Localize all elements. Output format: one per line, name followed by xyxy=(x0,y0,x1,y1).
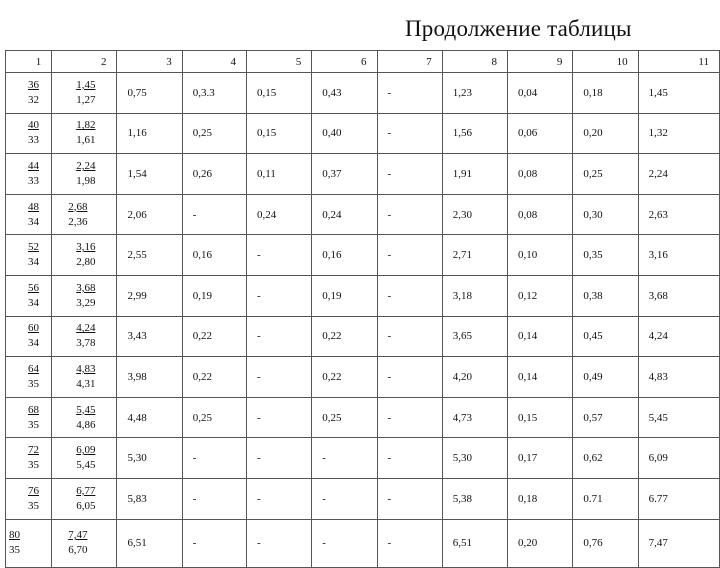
cell-col-10: 0,20 xyxy=(573,113,638,154)
cell-col-5: - xyxy=(246,275,311,316)
cell-col-11: 6.77 xyxy=(638,478,719,519)
numerator: 48 xyxy=(28,200,39,213)
denominator: 34 xyxy=(28,215,39,228)
cell-col-2 xyxy=(52,438,117,479)
cell-col-2 xyxy=(52,154,117,195)
column-header: 2 xyxy=(52,51,117,73)
cell-col-8: 1,56 xyxy=(442,113,507,154)
numerator: 2,68 xyxy=(68,200,88,213)
numerator: 1,45 xyxy=(76,78,96,91)
denominator: 33 xyxy=(28,174,39,187)
cell-col-1 xyxy=(6,275,52,316)
denominator: 4,86 xyxy=(76,418,96,431)
denominator: 3,29 xyxy=(76,296,96,309)
cell-col-6: - xyxy=(312,519,377,567)
cell-col-7: - xyxy=(377,154,442,195)
cell-col-5: - xyxy=(246,438,311,479)
cell-col-3: 3,98 xyxy=(117,357,182,398)
cell-col-11: 2,24 xyxy=(638,154,719,195)
cell-col-8: 4,73 xyxy=(442,397,507,438)
column-header: 1 xyxy=(6,51,52,73)
numerator: 76 xyxy=(28,484,39,497)
cell-col-11: 7,47 xyxy=(638,519,719,567)
cell-col-5: 0,24 xyxy=(246,194,311,235)
cell-col-1 xyxy=(6,478,52,519)
cell-col-5: - xyxy=(246,519,311,567)
denominator: 4,31 xyxy=(76,377,96,390)
denominator: 35 xyxy=(28,459,39,472)
cell-col-4: 0,26 xyxy=(182,154,246,195)
cell-col-3: 2,55 xyxy=(117,235,182,276)
cell-col-4: 0,19 xyxy=(182,275,246,316)
table-row xyxy=(6,397,720,438)
numerator: 6,77 xyxy=(76,484,96,497)
numerator: 36 xyxy=(28,78,39,91)
cell-col-1 xyxy=(6,438,52,479)
cell-col-4: - xyxy=(182,519,246,567)
cell-col-3: 5,30 xyxy=(117,438,182,479)
cell-col-6: 0,25 xyxy=(312,397,377,438)
denominator: 32 xyxy=(28,93,39,106)
cell-col-5: - xyxy=(246,357,311,398)
table-row xyxy=(6,154,720,195)
cell-col-11: 1,32 xyxy=(638,113,719,154)
numerator: 68 xyxy=(28,403,39,416)
cell-col-3: 6,51 xyxy=(117,519,182,567)
cell-col-10: 0,57 xyxy=(573,397,638,438)
numerator: 7,47 xyxy=(68,529,88,542)
cell-col-11: 3,16 xyxy=(638,235,719,276)
table-row xyxy=(6,73,720,114)
cell-col-6: 0,40 xyxy=(312,113,377,154)
cell-col-2 xyxy=(52,478,117,519)
cell-col-6: 0,24 xyxy=(312,194,377,235)
cell-col-11: 1,45 xyxy=(638,73,719,114)
cell-col-1 xyxy=(6,73,52,114)
denominator: 34 xyxy=(28,337,39,350)
numerator: 3,16 xyxy=(76,241,96,254)
cell-col-5: - xyxy=(246,316,311,357)
cell-col-7: - xyxy=(377,438,442,479)
cell-col-7: - xyxy=(377,316,442,357)
cell-col-2 xyxy=(52,113,117,154)
denominator: 3,78 xyxy=(76,337,96,350)
cell-col-9: 0,10 xyxy=(508,235,573,276)
numerator: 44 xyxy=(28,159,39,172)
numerator: 72 xyxy=(28,444,39,457)
cell-col-4: 0,3.3 xyxy=(182,73,246,114)
cell-col-9: 0,04 xyxy=(508,73,573,114)
cell-col-5: - xyxy=(246,478,311,519)
cell-col-2 xyxy=(52,235,117,276)
cell-col-4: 0,16 xyxy=(182,235,246,276)
cell-col-9: 0,06 xyxy=(508,113,573,154)
cell-col-10: 0.71 xyxy=(573,478,638,519)
cell-col-9: 0,14 xyxy=(508,316,573,357)
cell-col-11: 5,45 xyxy=(638,397,719,438)
cell-col-6: 0,37 xyxy=(312,154,377,195)
data-table xyxy=(5,50,720,568)
table-row xyxy=(6,194,720,235)
cell-col-6: - xyxy=(312,478,377,519)
table-row xyxy=(6,438,720,479)
cell-col-8: 3,65 xyxy=(442,316,507,357)
cell-col-6: 0,43 xyxy=(312,73,377,114)
numerator: 56 xyxy=(28,281,39,294)
numerator: 52 xyxy=(28,241,39,254)
page-title: Продолжение таблицы xyxy=(405,16,632,41)
table-row xyxy=(6,113,720,154)
column-header: 6 xyxy=(312,51,377,73)
numerator: 6,09 xyxy=(76,444,96,457)
cell-col-1 xyxy=(6,194,52,235)
denominator: 1,61 xyxy=(76,134,96,147)
numerator: 3,68 xyxy=(76,281,96,294)
cell-col-11: 4,83 xyxy=(638,357,719,398)
cell-col-9: 0,14 xyxy=(508,357,573,398)
table-row xyxy=(6,357,720,398)
table-row xyxy=(6,275,720,316)
cell-col-1 xyxy=(6,316,52,357)
cell-col-7: - xyxy=(377,194,442,235)
cell-col-4: - xyxy=(182,194,246,235)
table-body xyxy=(6,73,720,568)
cell-col-7: - xyxy=(377,478,442,519)
cell-col-4: 0,22 xyxy=(182,316,246,357)
cell-col-9: 0,12 xyxy=(508,275,573,316)
cell-col-1 xyxy=(6,357,52,398)
column-header: 3 xyxy=(117,51,182,73)
denominator: 2,36 xyxy=(68,215,88,228)
column-header: 11 xyxy=(638,51,719,73)
column-header: 8 xyxy=(442,51,507,73)
cell-col-8: 2,71 xyxy=(442,235,507,276)
header-row xyxy=(6,51,720,73)
cell-col-7: - xyxy=(377,519,442,567)
cell-col-3: 1,54 xyxy=(117,154,182,195)
cell-col-2 xyxy=(52,73,117,114)
cell-col-6: 0,22 xyxy=(312,316,377,357)
table-row xyxy=(6,478,720,519)
cell-col-5: - xyxy=(246,397,311,438)
cell-col-3: 4,48 xyxy=(117,397,182,438)
cell-col-8: 2,30 xyxy=(442,194,507,235)
cell-col-4: 0,22 xyxy=(182,357,246,398)
column-header: 7 xyxy=(377,51,442,73)
column-header: 10 xyxy=(573,51,638,73)
numerator: 60 xyxy=(28,322,39,335)
cell-col-8: 1,23 xyxy=(442,73,507,114)
cell-col-4: - xyxy=(182,478,246,519)
numerator: 2,24 xyxy=(76,159,96,172)
denominator: 5,45 xyxy=(76,459,96,472)
cell-col-11: 2,63 xyxy=(638,194,719,235)
column-header: 4 xyxy=(182,51,246,73)
cell-col-3: 5,83 xyxy=(117,478,182,519)
table-row xyxy=(6,235,720,276)
cell-col-8: 1,91 xyxy=(442,154,507,195)
cell-col-1 xyxy=(6,519,52,567)
cell-col-1 xyxy=(6,154,52,195)
cell-col-3: 0,75 xyxy=(117,73,182,114)
cell-col-8: 6,51 xyxy=(442,519,507,567)
cell-col-2 xyxy=(52,357,117,398)
cell-col-2 xyxy=(52,316,117,357)
denominator: 35 xyxy=(28,377,39,390)
cell-col-10: 0,62 xyxy=(573,438,638,479)
cell-col-11: 3,68 xyxy=(638,275,719,316)
cell-col-1 xyxy=(6,235,52,276)
cell-col-9: 0,18 xyxy=(508,478,573,519)
cell-col-8: 5,38 xyxy=(442,478,507,519)
cell-col-10: 0,76 xyxy=(573,519,638,567)
cell-col-4: 0,25 xyxy=(182,397,246,438)
denominator: 6,05 xyxy=(76,499,96,512)
cell-col-10: 0,18 xyxy=(573,73,638,114)
cell-col-7: - xyxy=(377,397,442,438)
cell-col-7: - xyxy=(377,357,442,398)
denominator: 35 xyxy=(28,418,39,431)
cell-col-2 xyxy=(52,194,117,235)
cell-col-3: 3,43 xyxy=(117,316,182,357)
table-row xyxy=(6,316,720,357)
denominator: 35 xyxy=(28,499,39,512)
numerator: 5,45 xyxy=(76,403,96,416)
cell-col-11: 4,24 xyxy=(638,316,719,357)
denominator: 1,98 xyxy=(76,174,96,187)
cell-col-1 xyxy=(6,113,52,154)
cell-col-4: - xyxy=(182,438,246,479)
numerator: 4,83 xyxy=(76,362,96,375)
cell-col-7: - xyxy=(377,113,442,154)
cell-col-7: - xyxy=(377,73,442,114)
cell-col-5: - xyxy=(246,235,311,276)
denominator: 34 xyxy=(28,256,39,269)
cell-col-9: 0,08 xyxy=(508,194,573,235)
numerator: 40 xyxy=(28,119,39,132)
cell-col-9: 0,15 xyxy=(508,397,573,438)
denominator: 1,27 xyxy=(76,93,96,106)
cell-col-8: 3,18 xyxy=(442,275,507,316)
cell-col-10: 0,25 xyxy=(573,154,638,195)
numerator: 4,24 xyxy=(76,322,96,335)
cell-col-3: 2,99 xyxy=(117,275,182,316)
cell-col-10: 0,38 xyxy=(573,275,638,316)
cell-col-6: 0,19 xyxy=(312,275,377,316)
denominator: 33 xyxy=(28,134,39,147)
cell-col-2 xyxy=(52,275,117,316)
numerator: 1,82 xyxy=(76,119,96,132)
cell-col-2 xyxy=(52,397,117,438)
denominator: 6,70 xyxy=(68,544,88,557)
denominator: 34 xyxy=(28,296,39,309)
cell-col-9: 0,08 xyxy=(508,154,573,195)
cell-col-6: - xyxy=(312,438,377,479)
cell-col-6: 0,22 xyxy=(312,357,377,398)
cell-col-7: - xyxy=(377,235,442,276)
cell-col-6: 0,16 xyxy=(312,235,377,276)
cell-col-5: 0,15 xyxy=(246,73,311,114)
cell-col-4: 0,25 xyxy=(182,113,246,154)
cell-col-10: 0,45 xyxy=(573,316,638,357)
cell-col-10: 0,35 xyxy=(573,235,638,276)
denominator: 35 xyxy=(9,544,20,557)
cell-col-8: 5,30 xyxy=(442,438,507,479)
column-header: 5 xyxy=(246,51,311,73)
cell-col-3: 1,16 xyxy=(117,113,182,154)
cell-col-1 xyxy=(6,397,52,438)
cell-col-7: - xyxy=(377,275,442,316)
cell-col-10: 0,30 xyxy=(573,194,638,235)
denominator: 2,80 xyxy=(76,256,96,269)
cell-col-9: 0,20 xyxy=(508,519,573,567)
table-row xyxy=(6,519,720,567)
cell-col-5: 0,11 xyxy=(246,154,311,195)
numerator: 80 xyxy=(9,529,20,542)
cell-col-5: 0,15 xyxy=(246,113,311,154)
cell-col-3: 2,06 xyxy=(117,194,182,235)
cell-col-10: 0,49 xyxy=(573,357,638,398)
numerator: 64 xyxy=(28,362,39,375)
cell-col-8: 4,20 xyxy=(442,357,507,398)
column-header: 9 xyxy=(508,51,573,73)
cell-col-11: 6,09 xyxy=(638,438,719,479)
cell-col-2 xyxy=(52,519,117,567)
cell-col-9: 0,17 xyxy=(508,438,573,479)
